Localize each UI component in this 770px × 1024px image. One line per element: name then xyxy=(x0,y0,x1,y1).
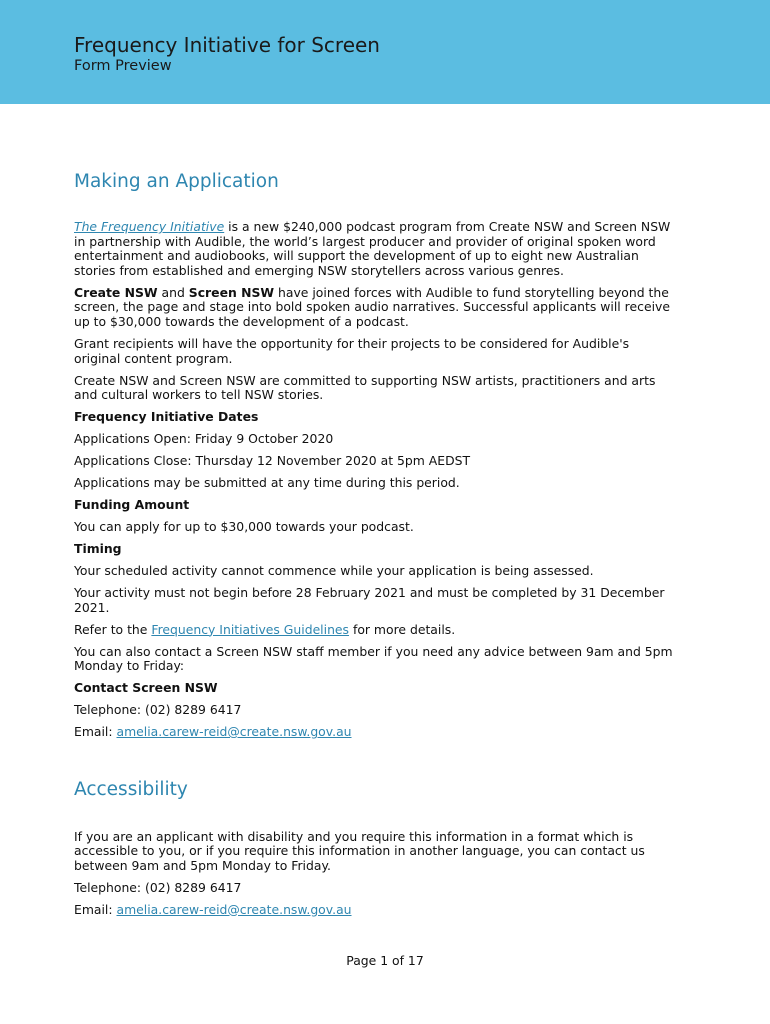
grant-recipients-paragraph: Grant recipients will have the opportunity for their projects to be considered for Audible's original content program. xyxy=(74,335,630,366)
contact-email-line: Email: amelia.carew-reid@create.nsw.gov.au xyxy=(74,724,352,740)
partnership-paragraph: Create NSW and Screen NSW have joined forces with Audible to fund storytelling beyond the screen, the page and stage into bold spoken audio narratives. Successful applicants will receive up to $30,000 towards the development of a podcast. xyxy=(74,284,670,329)
accessibility-paragraph: If you are an applicant with disability and you require this information in a format which is accessible to you, or if you require this information in another language, you can contact us between 9am and 5pm Monday to Friday. xyxy=(74,828,645,873)
contact-note: You can also contact a Screen NSW staff member if you need any advice between 9am and 5pm Monday to Friday: xyxy=(74,643,673,674)
form-subtitle: Form Preview xyxy=(74,58,172,74)
dates-heading: Frequency Initiative Dates xyxy=(74,409,259,425)
guidelines-link[interactable]: Frequency Initiatives Guidelines xyxy=(151,621,350,637)
applications-open: Applications Open: Friday 9 October 2020 xyxy=(74,431,334,447)
frequency-initiative-link[interactable]: The Frequency Initiative xyxy=(74,219,225,234)
timing-paragraph-1: Your scheduled activity cannot commence while your application is being assessed. xyxy=(74,562,594,578)
accessibility-heading: Accessibility xyxy=(74,778,188,800)
timing-heading: Timing xyxy=(74,541,122,556)
commitment-paragraph: Create NSW and Screen NSW are committed to supporting NSW artists, practitioners and arts and cultural workers to tell NSW stories. xyxy=(74,372,656,403)
timing-paragraph-2: Your activity must not begin before 28 February 2021 and must be completed by 31 December 2021. xyxy=(74,584,665,615)
funding-heading: Funding Amount xyxy=(74,497,190,513)
intro-paragraph: The Frequency Initiative is a new $240,000 podcast program from Create NSW and Screen NSW in partnership with Audible, the world’s largest producer and provider of original spoken word entertainment and audiobooks, will support the development of up to eight new Australian stories from established and emerging NSW storytellers across various genres. xyxy=(74,219,671,278)
funding-text: You can apply for up to $30,000 towards your podcast. xyxy=(74,519,414,535)
main-content xyxy=(74,170,674,925)
page-number: Page 1 of 17 xyxy=(346,953,424,968)
contact-email-link[interactable]: amelia.carew-reid@create.nsw.gov.au xyxy=(116,724,352,740)
contact-telephone: Telephone: (02) 8289 6417 xyxy=(74,702,242,718)
accessibility-telephone: Telephone: (02) 8289 6417 xyxy=(74,879,242,895)
contact-heading: Contact Screen NSW xyxy=(74,680,218,696)
create-nsw-bold: Create NSW xyxy=(74,284,158,300)
applications-note: Applications may be submitted at any time during this period. xyxy=(74,475,460,491)
making-application-heading: Making an Application xyxy=(74,171,279,192)
page-header xyxy=(0,0,770,104)
form-title: Frequency Initiative for Screen xyxy=(74,33,380,57)
screen-nsw-bold: Screen NSW xyxy=(188,284,275,300)
accessibility-email-line: Email: amelia.carew-reid@create.nsw.gov.au xyxy=(74,901,352,917)
applications-close: Applications Close: Thursday 12 November 2020 at 5pm AEDST xyxy=(74,453,471,469)
accessibility-email-link[interactable]: amelia.carew-reid@create.nsw.gov.au xyxy=(116,901,352,917)
guidelines-paragraph: Refer to the Frequency Initiatives Guidelines for more details. xyxy=(74,621,456,637)
